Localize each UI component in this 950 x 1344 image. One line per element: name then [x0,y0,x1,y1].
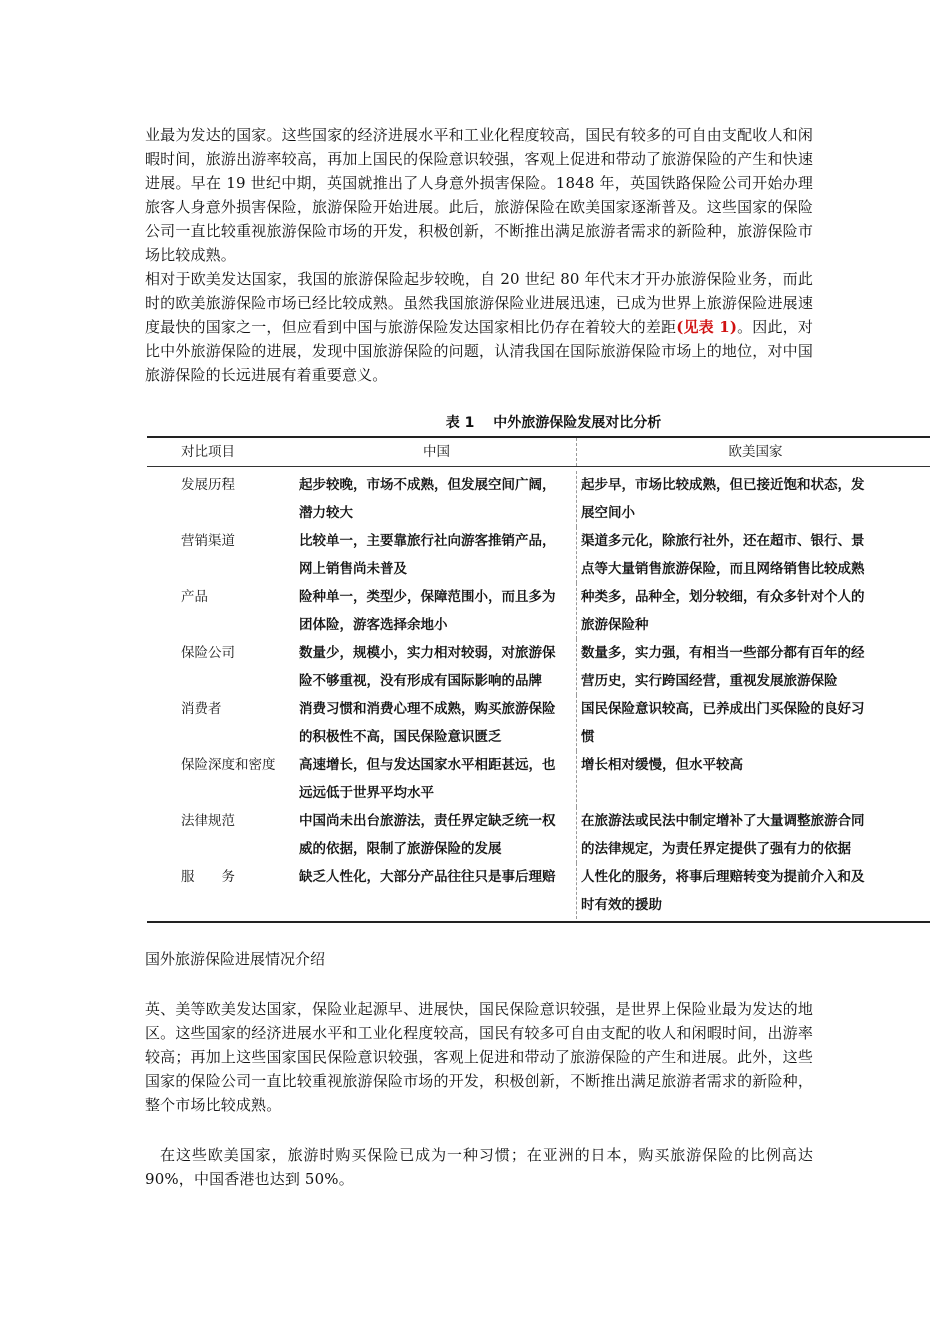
comparison-table [147,410,930,923]
row-west-cell [577,751,930,807]
china-line: 消费习惯和消费心理不成熟，购买旅游保险 [299,701,556,717]
intro-paragraph-1: 业最为发达的国家。这些国家的经济进展水平和工业化程度较高，国民有较多的可自由支配收人和闲暇时间，旅游出游率较高，再加上国民的保险意识较强，客观上促进和带动了旅游保险的产生和快速进展。早在 19 世纪中期，英国就推出了人身意外损害保险。1848 年，英国铁路保险公司开始办理旅客人身意外损害保险，旅游保险开始进展。此后，旅游保险在欧美国家逐渐普及。这些国家的保险公司一直比较重视旅游保险市场的开发，积极创新，不断推出满足旅游者需求的新险种，旅游保险市场比较成熟。 [145,126,813,264]
header-west: 欧美国家 [728,444,783,460]
row-item-label: 营销渠道 [181,533,235,549]
row-west-cell [577,863,930,919]
table-row [147,695,930,751]
west-line: 增长相对缓慢，但水平较高 [581,757,743,773]
west-line: 国民保险意识较高，已养成出门买保险的良好习 [581,701,865,717]
west-line: 的法律规定，为责任界定提供了强有力的依据 [581,841,851,857]
west-line: 展空间小 [581,505,635,521]
row-china-cell [297,863,577,919]
row-china-cell [297,583,577,639]
china-line: 潜力较大 [299,505,353,521]
section-heading: 国外旅游保险进展情况介绍 [145,950,326,968]
china-line: 缺乏人性化，大部分产品往往只是事后理赔 [299,869,556,885]
intro-paragraph-2 [145,267,813,387]
west-line: 惯 [581,729,595,745]
china-line [299,891,576,919]
row-china-cell [297,695,577,751]
table-row [147,527,930,583]
row-item-label: 产品 [181,589,208,605]
china-line: 高速增长，但与发达国家水平相距甚远，也 [299,757,556,773]
table-row [147,863,930,919]
row-west-cell [577,583,930,639]
west-line: 时有效的援助 [581,897,662,913]
row-west-cell [577,639,930,695]
table-row [147,471,930,527]
west-line: 起步早，市场比较成熟，但已接近饱和状态，发 [581,477,865,493]
west-line: 渠道多元化，除旅行社外，还在超市、银行、景 [581,533,865,549]
section-paragraph-1: 英、美等欧美发达国家，保险业起源早、进展快，国民保险意识较强，是世界上保险业最为发达的地区。这些国家的经济进展水平和工业化程度较高，国民有较多可自由支配的收人和闲暇时间，出游率较高；再加上这些国家国民保险意识较强，客观上促进和带动了旅游保险的产生和进展。此外，这些国家的保险公司一直比较重视旅游保险市场的开发，积极创新，不断推出满足旅游者需求的新险种，整个市场比较成熟。 [145,1000,813,1114]
row-item-label: 保险深度和密度 [181,757,276,773]
row-item-label: 发展历程 [181,477,235,493]
china-line: 远远低于世界平均水平 [299,785,434,801]
section-block-2 [145,1143,813,1191]
china-line: 险种单一，类型少，保障范围小，而且多为 [299,589,556,605]
west-line: 旅游保险种 [581,617,649,633]
row-china-cell [297,527,577,583]
china-line: 比较单一，主要靠旅行社向游客推销产品， [299,533,556,549]
west-line: 点等大量销售旅游保险，而且网络销售比较成熟 [581,561,865,577]
row-china-cell [297,807,577,863]
intro-paragraph-2-text: 相对于欧美发达国家，我国的旅游保险起步较晚，自 20 世纪 80 年代末才开办旅游保险业务，而此时的欧美旅游保险市场已经比较成熟。虽然我国旅游保险业进展迅速，已成为世界上旅游保险进展速度最快的国家之一，但应看到中国与旅游保险发达国家相比仍存在着较大的差距 [145,270,813,336]
table-row [147,751,930,807]
row-west-cell [577,807,930,863]
row-west-cell [577,471,930,527]
west-line: 在旅游法或民法中制定增补了大量调整旅游合同 [581,813,865,829]
row-item-label: 保险公司 [181,645,235,661]
table-row [147,807,930,863]
table-row [147,639,930,695]
china-line: 的积极性不高，国民保险意识匮乏 [299,729,502,745]
china-line: 起步较晚，市场不成熟，但发展空间广阔， [299,477,556,493]
table-caption: 表 1 中外旅游保险发展对比分析 [445,415,662,431]
china-line: 网上销售尚未普及 [299,561,407,577]
row-item-label: 消费者 [181,701,222,717]
row-item-label: 服 务 [181,869,235,885]
intro-block [145,123,813,387]
header-china: 中国 [297,438,577,466]
china-line: 中国尚未出台旅游法，责任界定缺乏统一权 [299,813,556,829]
table-body [147,467,930,921]
section-paragraph-2: 在这些欧美国家，旅游时购买保险已成为一种习惯；在亚洲的日本，购买旅游保险的比例高达 90%，中国香港也达到 50%。 [145,1146,813,1188]
west-line: 人性化的服务，将事后理赔转变为提前介入和及 [581,869,865,885]
west-line: 种类多，品种全，划分较细，有众多针对个人的 [581,589,865,605]
row-china-cell [297,639,577,695]
header-item: 对比项目 [181,444,235,460]
row-item-label: 法律规范 [181,813,235,829]
west-line [581,779,930,807]
section-block [145,997,813,1117]
china-line: 数量少，规模小，实力相对较弱，对旅游保 [299,645,556,661]
china-line: 险不够重视，没有形成有国际影响的品牌 [299,673,542,689]
intro-paragraph-2-tail: 。因此，对比中外旅游保险的进展，发现中国旅游保险的问题，认清我国在国际旅游保险市场上的地位，对中国旅游保险的长远进展有着重要意义。 [145,318,813,384]
row-west-cell [577,527,930,583]
row-china-cell [297,751,577,807]
table-bottom-rule [147,921,930,923]
table-header-row [147,438,930,466]
west-line: 数量多，实力强，有相当一些部分都有百年的经 [581,645,865,661]
row-west-cell [577,695,930,751]
row-china-cell [297,471,577,527]
table-row [147,583,930,639]
west-line: 营历史，实行跨国经营，重视发展旅游保险 [581,673,838,689]
china-line: 威的依据，限制了旅游保险的发展 [299,841,502,857]
china-line: 团体险，游客选择余地小 [299,617,448,633]
table-reference-link[interactable]: (见表 1) [676,318,738,336]
